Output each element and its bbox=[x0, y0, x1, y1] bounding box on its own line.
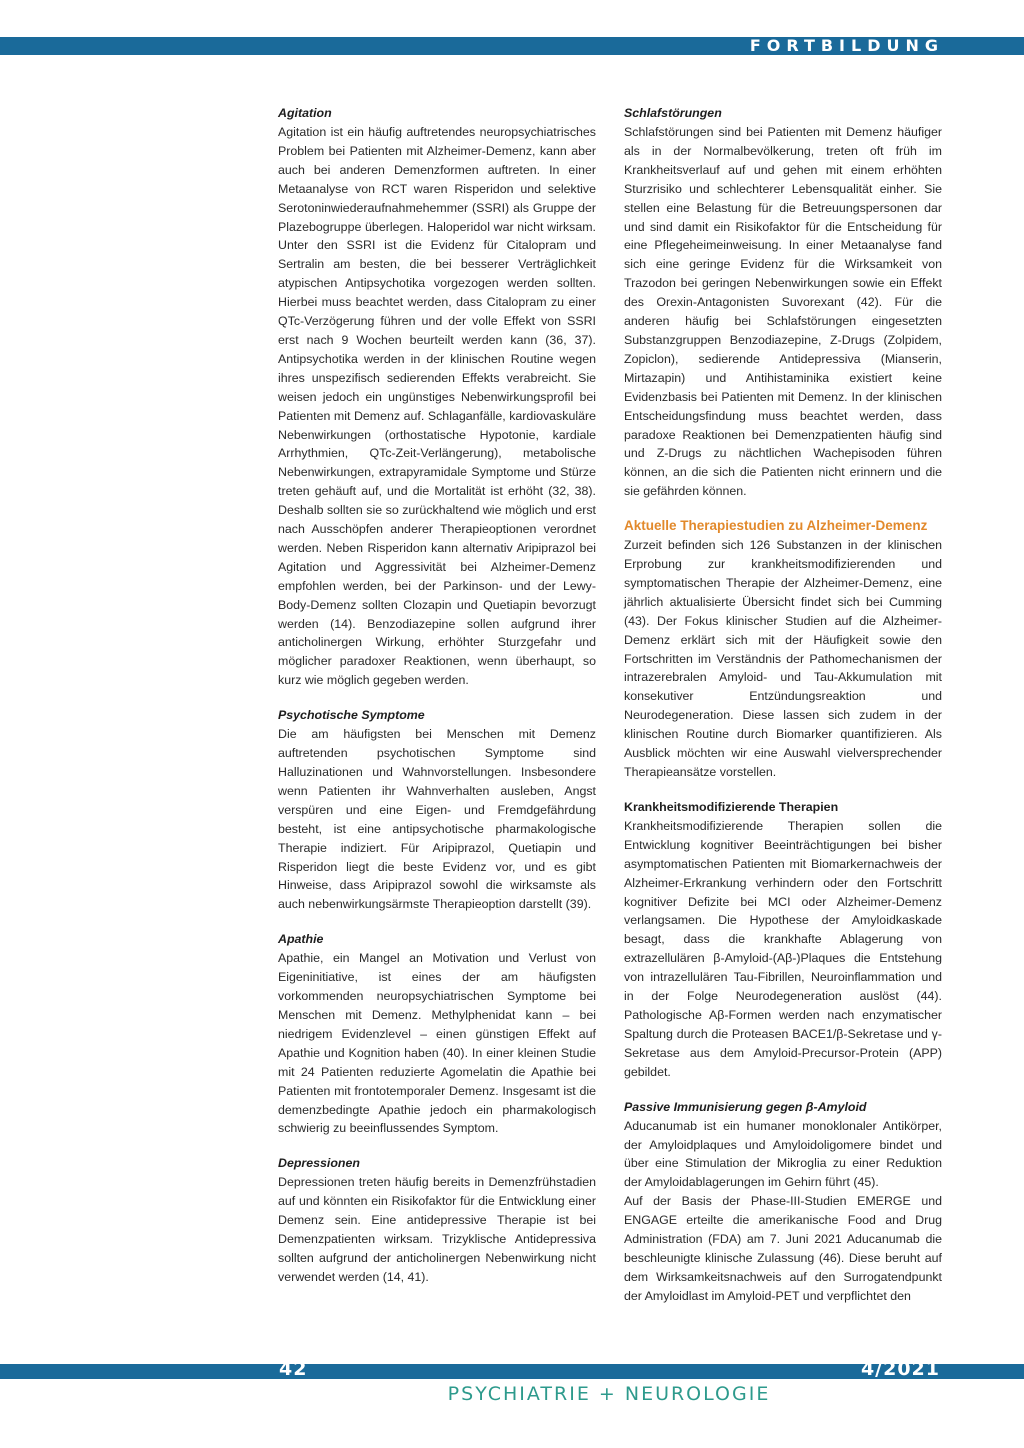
paragraph-studies: Zurzeit befinden sich 126 Substanzen in der klinischen Erprobung zur krankheitsmodifizierenden und symptomatischen Therapie der Alzheimer-Demenz, eine jährlich aktualisierte Übersicht findet sich bei Cumming (43). Der Fokus klinischer Studien auf die Alzheimer-Demenz erklärt sich mit der Häufigkeit sowie den Fortschritten im Verständnis der Pathomechanismen der intrazerebralen Amyloid- und Tau-Akkumulation mit konsekutiver Entzündungsreaktion und Neurodegeneration. Diese lassen sich zudem in der klinischen Routine durch Biomarker quantifizieren. Als Ausblick möchten wir eine Auswahl vielversprechender Therapieansätze vorstellen. bbox=[624, 538, 942, 779]
subheading-disease-modifying: Krankheitsmodifizierende Therapien bbox=[624, 799, 839, 814]
subheading-immunization: Passive Immunisierung gegen β-Amyloid bbox=[624, 1099, 867, 1114]
paragraph-disease-modifying: Krankheitsmodifizierende Therapien sollen die Entwicklung kognitiver Beeinträchtigungen bei bisher asymptomatischen Patienten mit Biomarkernachweis der Alzheimer-Erkrankung verhindern oder den Fortschritt kognitiver Defizite bei MCI oder Alzheimer-Demenz verlangsamen. Die Hypothese der Amyloidkaskade besagt, dass die krankhafte Ablagerung von extrazellulären β-Amyloid-(Aβ-)Plaques die Entstehung von intrazellulären Tau-Fibrillen, Neuroinflammation und in der Folge Neurodegeneration auslöst (44). Pathologische Aβ-Formen werden nach enzymatischer Spaltung durch die Proteasen BACE1/β-Sekretase und γ-Sekretase aus dem Amyloid-Precursor-Protein (APP) gebildet. bbox=[624, 818, 942, 1079]
left-column bbox=[278, 104, 596, 1303]
paragraph-apathy: Apathie, ein Mangel an Motivation und Verlust von Eigeninitiative, ist eines der am häufigsten vorkommenden neuropsychiatrischen Symptome bei Menschen mit Demenz. Methylphenidat kann – bei niedrigem Evidenzlevel – einen günstigen Effekt auf Apathie und Kognition haben (40). In einer kleinen Studie mit 24 Patienten reduzierte Agomelatin die Apathie bei Patienten mit frontotemporaler Demenz. Insgesamt ist die demenzbedingte Apathie jedoch ein pharmakologisch schwierig zu beeinflussendes Symptom. bbox=[278, 951, 596, 1136]
right-column bbox=[624, 104, 942, 1306]
paragraph-depression: Depressionen treten häufig bereits in Demenzfrühstadien auf und könnten ein Risikofaktor für die Entwicklung einer Demenz sein. Eine antidepressive Therapie ist bei Demenzpatienten wirksam. Trizyklische Antidepressiva sollten aufgrund der anticholinergen Nebenwirkung nicht verwendet werden (14, 41). bbox=[278, 1175, 596, 1284]
issue-number: 4/2021 bbox=[860, 1358, 940, 1380]
page-number: 42 bbox=[279, 1358, 308, 1380]
section-heading-studies: Aktuelle Therapiestudien zu Alzheimer-Demenz bbox=[624, 518, 928, 534]
paragraph-sleep: Schlafstörungen sind bei Patienten mit Demenz häufiger als in der Normalbevölkerung, treten oft früh im Krankheitsverlauf auf und gehen mit einem erhöhten Sturzrisiko und schlechterer Lebensqualität einher. Sie stellen eine Belastung für die Betreuungspersonen dar und sind damit ein Risikofaktor für die Entscheidung für eine Pflegeheimeinweisung. In einer Metaanalyse fand sich eine geringe Evidenz für die Wirksamkeit von Trazodon bei geringen Nebenwirkungen sowie ein Effekt des Orexin-Antagonisten Suvorexant (42). Für die anderen häufig bei Schlafstörungen eingesetzten Substanzgruppen Benzodiazepine, Z-Drugs (Zolpidem, Zopiclon), sedierende Antidepressiva (Mianserin, Mirtazapin) und Antihistaminika existiert keine Evidenzbasis bei Patienten mit Demenz. In der klinischen Entscheidungsfindung muss beachtet werden, dass paradoxe Reaktionen bei Demenzpatienten häufig sind und Z-Drugs zu nächtlichen Wachepisoden führen können, an die sich die Patienten nicht erinnern und die sie gefährden können. bbox=[624, 125, 942, 499]
subheading-agitation: Agitation bbox=[278, 106, 332, 120]
subheading-apathy: Apathie bbox=[278, 932, 324, 947]
subheading-depression: Depressionen bbox=[278, 1156, 360, 1171]
journal-title: PSYCHIATRIE + NEUROLOGIE bbox=[447, 1383, 771, 1405]
subheading-sleep: Schlafstörungen bbox=[624, 106, 722, 120]
paragraph-immunization-1: Aducanumab ist ein humaner monoklonaler Antikörper, der Amyloidplaques und Amyloidoligomere bindet und über eine Stimulation der Mikroglia zu einer Reduktion der Amyloidablagerungen im Gehirn führt (45). bbox=[624, 1118, 942, 1190]
section-label: FORTBILDUNG bbox=[749, 36, 944, 55]
paragraph-immunization-2: Auf der Basis der Phase-III-Studien EMERGE und ENGAGE erteilte die amerikanische Food and Drug Administration (FDA) am 7. Juni 2021 Aducanumab die beschleunigte klinische Zulassung (46). Diese beruht auf dem Wirksamkeitsnachweis auf den Surrogatendpunkt der Amyloidlast im Amyloid-PET und verpflichtet den bbox=[624, 1194, 942, 1303]
subheading-psychotic: Psychotische Symptome bbox=[278, 708, 425, 723]
paragraph-psychotic: Die am häufigsten bei Menschen mit Demenz auftretenden psychotischen Symptome sind Halluzinationen und Wahnvorstellungen. Insbesondere wenn Patienten ihr Wahnverhalten ausleben, Angst verspüren und eine Eigen- und Fremdgefährdung besteht, ist eine antipsychotische pharmakologische Therapie indiziert. Für Aripiprazol, Quetiapin und Risperidon liegt die beste Evidenz vor, und es gibt Hinweise, dass Aripiprazol sowohl die wirksamste als auch nebenwirkungsärmste Therapieoption darstellt (39). bbox=[278, 727, 596, 912]
paragraph-agitation: Agitation ist ein häufig auftretendes neuropsychiatrisches Problem bei Patienten mit Alzheimer-Demenz, kann aber auch bei anderen Demenzformen auftreten. In einer Metaanalyse von RCT waren Risperidon und selektive Serotoninwiederaufnahmehemmer (SSRI) als Gruppe der Plazebogruppe überlegen. Haloperidol war nicht wirksam. Unter den SSRI ist die Evidenz für Citalopram und Sertralin am besten, die bei besserer Verträglichkeit atypischen Antipsychotika vorgezogen werden sollten. Hierbei muss beachtet werden, dass Citalopram zu einer QTc-Verzögerung führen und der volle Effekt von SSRI erst nach 9 Wochen beurteilt werden kann (36, 37). Antipsychotika werden in der klinischen Routine wegen ihres unspezifisch sedierenden Effekts verabreicht. Sie weisen jedoch ein ungünstiges Nebenwirkungsprofil bei Patienten mit Demenz auf. Schlaganfälle, kardiovaskuläre Nebenwirkungen (orthostatische Hypotonie, kardiale Arrhythmien, QTc-Zeit-Verlängerung), metabolische Nebenwirkungen, extrapyramidale Symptome und Stürze treten gehäuft auf, und die Mortalität ist erhöht (32, 38). Deshalb sollten sie so zurückhaltend wie möglich und erst nach Ausschöpfen anderer Therapieoptionen verordnet werden. Neben Risperidon kann alternativ Aripiprazol bei Agitation und Aggressivität bei Alzheimer-Demenz empfohlen werden, bei der Parkinson- und der Lewy-Body-Demenz sollten Clozapin und Quetiapin bevorzugt werden (14). Benzodiazepine sollen aufgrund ihrer anticholinergen Wirkung, erhöhter Sturzgefahr und möglicher paradoxer Reaktionen, wenn überhaupt, so kurz wie möglich gegeben werden. bbox=[278, 125, 596, 688]
